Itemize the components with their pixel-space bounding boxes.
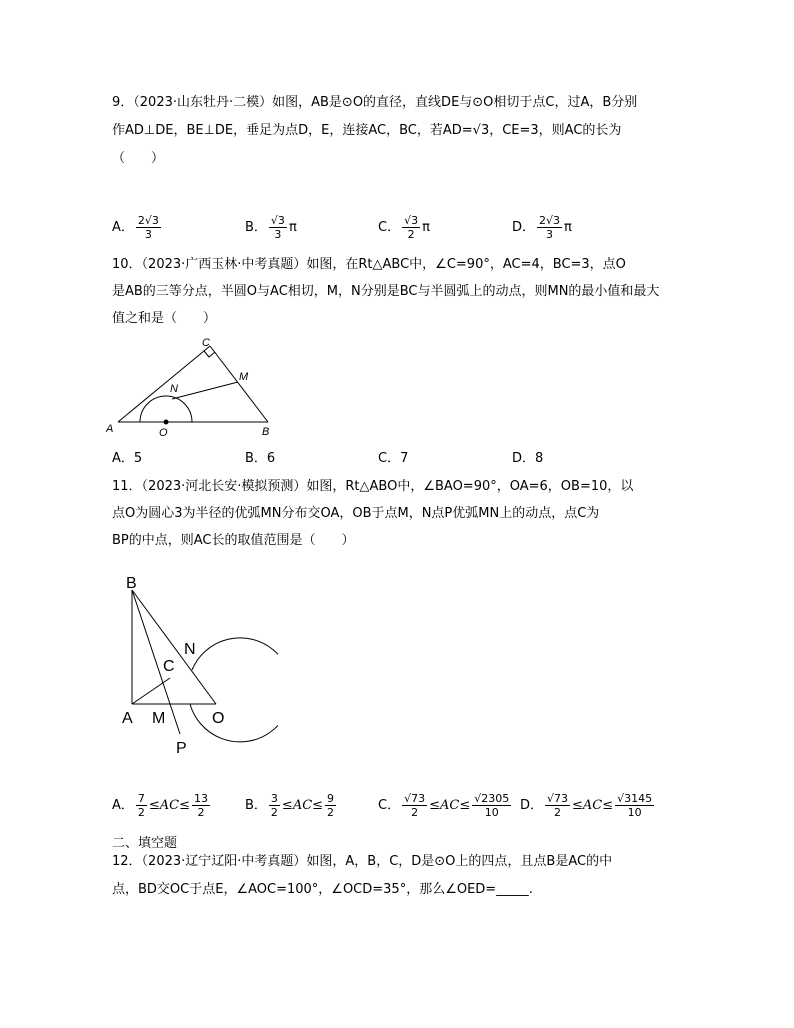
fraction [537,214,562,241]
q11-line-1: 11．（2023·河北长安·模拟预测）如图，Rt△ABO中，∠BAO=90°，OA=6，OB=10，以 [112,479,634,494]
q9-option-c [378,214,430,241]
numerator: √73 [547,792,569,805]
numerator: √3145 [617,792,653,805]
q11-option-b [245,792,338,819]
q11-figure [118,572,278,757]
label-c: C [163,658,175,675]
numerator: √73 [404,792,426,805]
numerator: √2305 [474,792,510,805]
fraction [472,792,511,819]
label-a: A [122,710,133,727]
q9-line-3: （ ） [112,151,165,166]
label-a: A [106,423,114,435]
label-p: P [176,740,187,757]
fraction [269,214,287,241]
numerator: 3 [270,792,278,805]
denominator: 2 [327,806,335,819]
segment-ac [118,346,210,422]
q9-option-d [512,214,572,241]
major-arc-mn [190,638,278,742]
q9-line-1: 9．（2023·山东牡丹·二模）如图，AB是⊙O的直径，直线DE与⊙O相切于点C，过A，B分别 [112,95,638,110]
semicircle-o [140,396,192,422]
inequality: ≤AC≤ [429,798,471,813]
denominator: 10 [484,806,499,819]
numerator: √3 [270,214,285,227]
numerator: 9 [327,792,335,805]
label-m: M [152,710,166,727]
q10-line-2: 是AB的三等分点，半圆O与AC相切，M，N分别是BC与半圆弧上的动点，则MN的最小值和最大 [112,284,660,299]
label-c: C [202,337,210,349]
right-angle-mark [204,351,215,357]
numerator: √3 [404,214,419,227]
option-label: B． [245,220,267,235]
denominator: 2 [197,806,205,819]
option-label: A． [112,798,134,813]
numerator: 13 [194,792,209,805]
inequality: ≤AC≤ [281,798,324,813]
option-label: A． [112,220,134,235]
q9-option-a [112,214,163,241]
option-suffix: π [564,220,572,235]
q10-figure [106,332,286,440]
q10-option-a: A．5 [112,451,143,466]
fraction [269,792,280,819]
label-b: B [126,575,137,592]
q9-line-2: 作AD⊥DE，BE⊥DE，垂足为点D，E，连接AC，BC，若AD=√3，CE=3，则AC的长为 [112,123,622,138]
denominator: 2 [411,806,419,819]
q12-line-2: 点，BD交OC于点E，∠AOC=100°，∠OCD=35°，那么∠OED=_____. [112,882,533,897]
fraction [325,792,336,819]
q10-option-b: B．6 [245,451,276,466]
denominator: 3 [546,228,554,241]
fraction [402,792,427,819]
q12-line-1: 12．（2023·辽宁辽阳·中考真题）如图，A，B，C，D是⊙O上的四点，且点B是AC的中 [112,854,613,869]
denominator: 3 [274,228,282,241]
q10-line-3: 值之和是（ ） [112,311,217,326]
numerator: 2√3 [539,214,561,227]
q10-line-1: 10．（2023·广西玉林·中考真题）如图，在Rt△ABC中，∠C=90°，AC=4，BC=3，点O [112,257,626,272]
option-label: C． [378,220,401,235]
q11-option-d [520,792,656,819]
segment-mn [172,382,238,399]
denominator: 10 [627,806,642,819]
denominator: 2 [270,806,278,819]
label-o: O [159,427,168,439]
label-n: N [184,641,196,658]
q11-line-3: BP的中点，则AC长的取值范围是（ ） [112,533,355,548]
inequality: ≤AC≤ [148,798,191,813]
section-heading: 二、填空题 [112,836,178,851]
segment-bc [210,346,268,422]
label-o: O [212,710,225,727]
point-o [164,420,169,425]
option-suffix: π [422,220,430,235]
fraction [402,214,420,241]
denominator: 2 [407,228,415,241]
q11-option-a [112,792,212,819]
numerator: 7 [137,792,145,805]
option-suffix: π [288,220,297,235]
denominator: 3 [144,228,152,241]
label-n: N [170,383,178,395]
denominator: 2 [137,806,145,819]
q10-option-d: D．8 [512,451,544,466]
segment-bo [132,590,216,704]
label-b: B [262,426,270,438]
option-label: D． [520,798,544,813]
q11-line-2: 点O为圆心3为半径的优弧MN分布交OA，OB于点M，N点P优弧MN上的动点，点C为 [112,506,600,521]
inequality: ≤AC≤ [572,798,614,813]
fraction [136,214,161,241]
denominator: 2 [554,806,562,819]
fraction [136,792,147,819]
q10-option-c: C．7 [378,451,409,466]
numerator: 2√3 [137,214,159,227]
option-label: C． [378,798,401,813]
q11-option-c [378,792,513,819]
fraction [615,792,654,819]
segment-ac [132,678,170,704]
fraction [545,792,570,819]
option-label: D． [512,220,536,235]
q9-option-b [245,214,297,241]
option-label: B． [245,798,267,813]
fraction [192,792,210,819]
label-m: M [239,371,249,383]
